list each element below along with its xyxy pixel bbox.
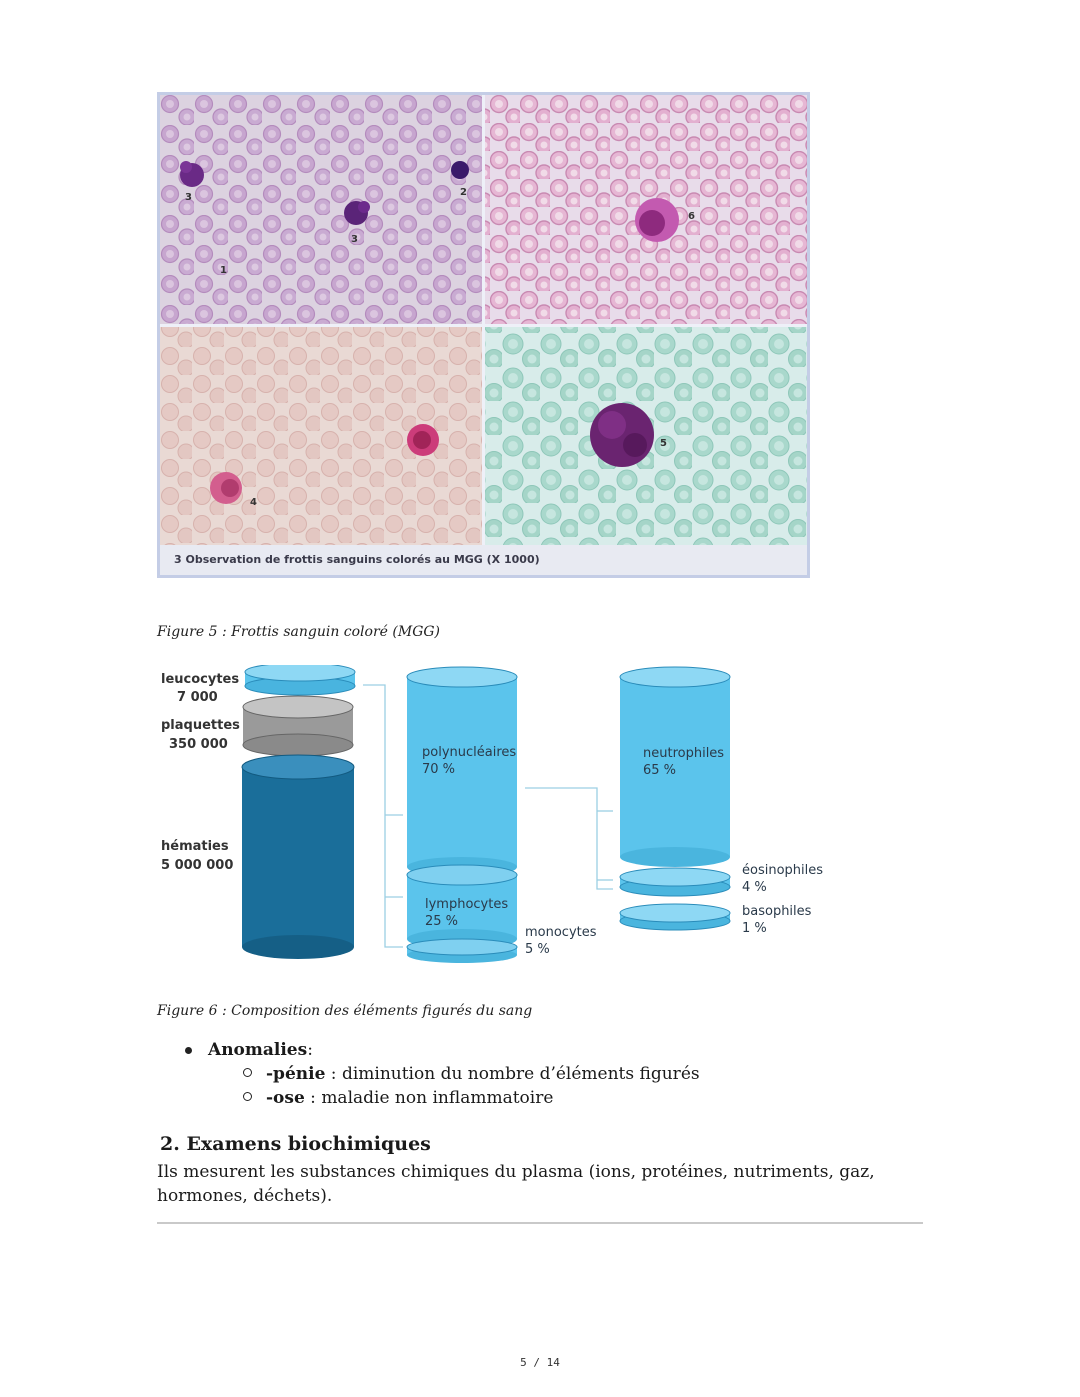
cell-label: 2 — [460, 187, 467, 198]
basophiles-label: basophiles — [742, 904, 812, 919]
hematies-label: hématies — [161, 839, 229, 854]
bullet-circle — [243, 1092, 252, 1101]
anomaly-desc: : maladie non inflammatoire — [304, 1088, 554, 1108]
basophiles-disk — [620, 904, 730, 930]
plaquettes-value: 350 000 — [169, 737, 228, 752]
monocytes-label: monocytes — [525, 925, 597, 940]
leucocytes-disk — [245, 665, 355, 695]
lymphocytes-label: lymphocytes — [425, 897, 509, 912]
leucocytes-value: 7 000 — [177, 690, 218, 705]
bullet-circle — [243, 1068, 252, 1077]
cell-label: 6 — [688, 211, 695, 222]
hematies-value: 5 000 000 — [161, 858, 234, 873]
cell-label: 3 — [351, 234, 358, 245]
anomaly-desc: : diminution du nombre d’éléments figurés — [325, 1064, 700, 1084]
leukocyte-6 — [635, 198, 679, 242]
section2-text: Ils mesurent les substances chimiques du plasma (ions, protéines, nutriments, gaz, hormones, déchets). — [157, 1162, 875, 1206]
section2-heading: 2. Examens biochimiques — [160, 1133, 431, 1155]
blood-composition-diagram — [157, 665, 827, 965]
leukocyte-2 — [451, 161, 469, 179]
cell-label: 3 — [185, 192, 192, 203]
blood-smear-image — [157, 92, 810, 578]
anomalies-title: Anomalies — [208, 1040, 308, 1060]
anomaly-term: -pénie — [266, 1064, 326, 1084]
anomaly-ose — [243, 1088, 553, 1108]
anomalies-colon: : — [307, 1040, 313, 1060]
blood-smear-illustration — [160, 95, 807, 545]
leukocyte-4a — [407, 424, 439, 456]
leucocytes-label: leucocytes — [161, 672, 240, 687]
hematies-cylinder — [242, 755, 354, 959]
cell-label: 5 — [660, 438, 667, 449]
monocytes-disk — [407, 939, 517, 963]
figure5-caption: Figure 5 : Frottis sanguin coloré (MGG) — [157, 624, 441, 640]
figure3-caption: 3 Observation de frottis sanguins colorés au MGG (X 1000) — [160, 545, 807, 575]
neutrophiles-value: 65 % — [643, 763, 677, 778]
basophiles-value: 1 % — [742, 921, 767, 936]
eosinophiles-label: éosinophiles — [742, 863, 824, 878]
plaquettes-label: plaquettes — [161, 718, 240, 733]
cell-label: 4 — [250, 497, 257, 508]
neutrophiles-label: neutrophiles — [643, 746, 725, 761]
cell-label: 1 — [220, 265, 227, 276]
eosinophiles-disk — [620, 868, 730, 896]
anomalies-item — [185, 1040, 313, 1060]
plaquettes-disk — [243, 696, 353, 756]
polynucleaires-value: 70 % — [422, 762, 456, 777]
anomalies-list — [185, 1040, 700, 1108]
polynucleaires-label: polynucléaires — [422, 745, 517, 760]
divider — [157, 1222, 923, 1224]
leukocyte-5 — [590, 403, 654, 467]
monocytes-value: 5 % — [525, 942, 550, 957]
page-number: 5 / 14 — [520, 1356, 560, 1369]
figure6-caption: Figure 6 : Composition des éléments figurés du sang — [157, 1003, 533, 1019]
lymphocytes-value: 25 % — [425, 914, 459, 929]
bullet-dot — [185, 1047, 192, 1054]
leukocyte-4b — [210, 472, 242, 504]
anomaly-penie — [243, 1064, 700, 1084]
eosinophiles-value: 4 % — [742, 880, 767, 895]
anomaly-term: -ose — [266, 1088, 305, 1108]
